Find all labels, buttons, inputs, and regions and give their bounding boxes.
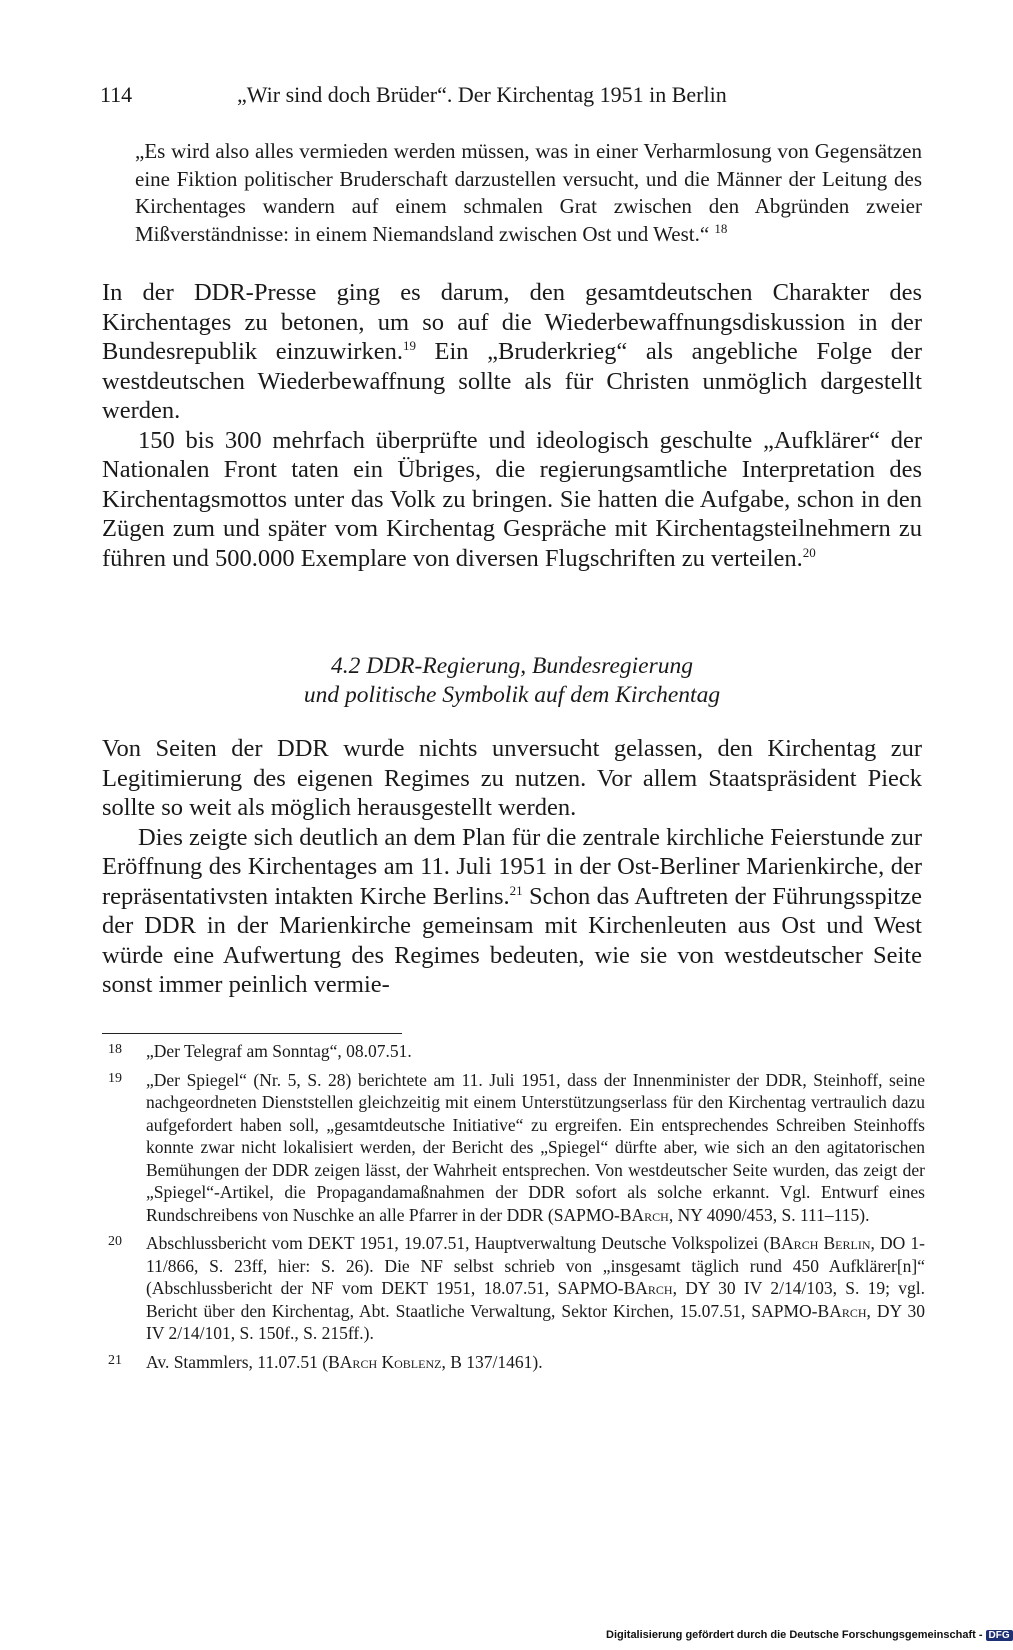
block-quote: [135, 138, 922, 248]
paragraph: [102, 278, 922, 426]
section-heading: [102, 652, 922, 710]
footnotes: [108, 1040, 925, 1379]
footnote-ref-21: 21: [509, 882, 523, 898]
footnote-text: Abschlussbericht vom DEKT 1951, 19.07.51, Hauptverwaltung Deutsche Volkspolizei (B: [146, 1233, 782, 1253]
footnote-text: „Der Telegraf am Sonntag“, 08.07.51.: [146, 1041, 412, 1061]
digitization-credit: [606, 1629, 1013, 1641]
footnote-ref-18: 18: [714, 220, 728, 236]
footnote-number: 21: [108, 1352, 122, 1368]
footnote-text: , DY 30 IV 2/14/101, S. 150f., S. 215ff.).: [146, 1300, 925, 1343]
paragraph-text: Ein „Bruderkrieg“ als angebliche Folge der westdeutschen Wiederbewaffnung sollte als für Christen unmöglich dargestellt werden.: [102, 338, 922, 424]
footnote-text: , NY 4090/453, S. 111–115).: [668, 1204, 870, 1225]
body-text-upper: [102, 278, 922, 573]
dfg-logo: DFG: [986, 1630, 1013, 1641]
footnote-smallcaps: Arch: [635, 1278, 673, 1298]
footnote-text: , DY 30 IV 2/14/103, S. 19; vgl. Bericht über den Kirchentag, Abt. Staatliche Verwaltung, Sektor Kirchen, 15.07.51, SAPMO-B: [146, 1278, 925, 1321]
paragraph-text: In der DDR-Presse ging es darum, den gesamtdeutschen Charakter des Kirchentages zu betonen, um so auf die Wiederbewaffnungsdiskussion in der Bundesrepublik einzuwirken.: [102, 279, 922, 365]
paragraph-text: Von Seiten der DDR wurde nichts unversucht gelassen, den Kirchentag zur Legitimierung des eigenen Regimes zu nutzen. Vor allem Staatspräsident Pieck sollte so weit als möglich herausgestellt werden.: [102, 735, 922, 821]
paragraph-text: 150 bis 300 mehrfach überprüfte und ideologisch geschulte „Aufklärer“ der Nationalen Front taten ein Übriges, die regierungsamtliche Interpretation des Kirchentagsmottos unter das Volk zu bringen. Sie hatten die Aufgabe, schon in den Zügen zum und später vom Kirchentag Gespräche mit Kirchentagsteilnehmern zu führen und 500.000 Exemplare von diversen Flugschriften zu verteilen.: [102, 426, 922, 572]
footnote-19: [108, 1069, 925, 1227]
paragraph: [102, 823, 922, 1000]
footnote-text: „Der Spiegel“ (Nr. 5, S. 28) berichtete am 11. Juli 1951, dass der Innenminister der DDR, Steinhoff, seine nachgeordneten Dienststellen gleichzeitig mit einem Unterstützungserlass für den Kirchentag vertraulich dazu aufgefordert haben soll, „gesamtdeutsche Initiative“ zu ergreifen. Ein entsprechendes Schreiben Steinhoffs konnte zwar nicht lokalisiert werden, der Bericht des „Spiegel“ dürfte aber, wie sich an den agitatorischen Bemühungen der DDR zeigen lässt, der Wahrheit entsprechen. Von westdeutscher Seite wurden, das zeigt der „Spiegel“-Artikel, die Propagandamaßnahmen der DDR sofort als solche erkannt. Vgl. Entwurf eines Rundschreibens von Nuschke an alle Pfarrer in der DDR (SAPMO-B: [146, 1069, 925, 1225]
footnote-divider: [102, 1033, 402, 1034]
footnote-18: [108, 1040, 925, 1063]
footnote-text: , DO 1-11/866, S. 23ff, hier: S. 26). Die NF selbst schrieb von „insgesamt täglich rund 450 Aufklärer[n]“ (Abschlussbericht der NF vom DEKT 1951, 18.07.51, SAPMO-B: [146, 1233, 926, 1298]
footnote-smallcaps: Arch Berlin: [781, 1233, 871, 1253]
footnote-smallcaps: Arch Koblenz: [339, 1351, 442, 1372]
page-number: 114: [100, 82, 133, 107]
paragraph-text: Schon das Auftreten der Führungsspitze der DDR in der Marienkirche gemeinsam mit Kirchenleuten aus Ost und West würde eine Aufwertung des Regimes bedeuten, wie sie von westdeutscher Seite sonst immer peinlich vermie-: [102, 882, 922, 998]
paragraph: [102, 734, 922, 823]
footnote-ref-19: 19: [402, 337, 416, 353]
body-text-lower: [102, 734, 922, 1000]
paragraph: [102, 426, 922, 574]
footnote-number: 20: [108, 1234, 122, 1249]
credit-text: Digitalisierung gefördert durch die Deutsche Forschungsgemeinschaft -: [606, 1629, 983, 1641]
footnote-number: 19: [108, 1070, 122, 1086]
footnote-ref-20: 20: [802, 544, 816, 560]
footnote-text: Av. Stammlers, 11.07.51 (B: [146, 1351, 340, 1372]
footnote-text: , B 137/1461).: [441, 1351, 543, 1372]
footnote-smallcaps: Arch: [829, 1300, 867, 1321]
quote-text: „Es wird also alles vermieden werden müssen, was in einer Verharmlosung von Gegensätzen eine Fiktion politischer Bruderschaft darzustellen versucht, und die Männer der Leitung des Kirchentages wandern auf einem schmalen Grat zwischen den Abgründen zweier Mißverständnisse: in einem Niemandsland zwischen Ost und West.“: [135, 139, 922, 246]
footnote-number: 18: [108, 1042, 122, 1057]
section-heading-line: 4.2 DDR-Regierung, Bundesregierung: [330, 653, 693, 679]
section-heading-line: und politische Symbolik auf dem Kirchentag: [303, 682, 721, 708]
running-title: „Wir sind doch Brüder“. Der Kirchentag 1951 in Berlin: [237, 82, 727, 107]
footnote-20: [108, 1232, 925, 1345]
footnote-smallcaps: Arch: [631, 1204, 669, 1225]
footnote-21: [108, 1351, 925, 1374]
paragraph-text: Dies zeigte sich deutlich an dem Plan für die zentrale kirchliche Feierstunde zur Eröffnung des Kirchentages am 11. Juli 1951 in der Ost-Berliner Marienkirche, der repräsentativsten intakten Kirche Berlins.: [102, 823, 922, 910]
